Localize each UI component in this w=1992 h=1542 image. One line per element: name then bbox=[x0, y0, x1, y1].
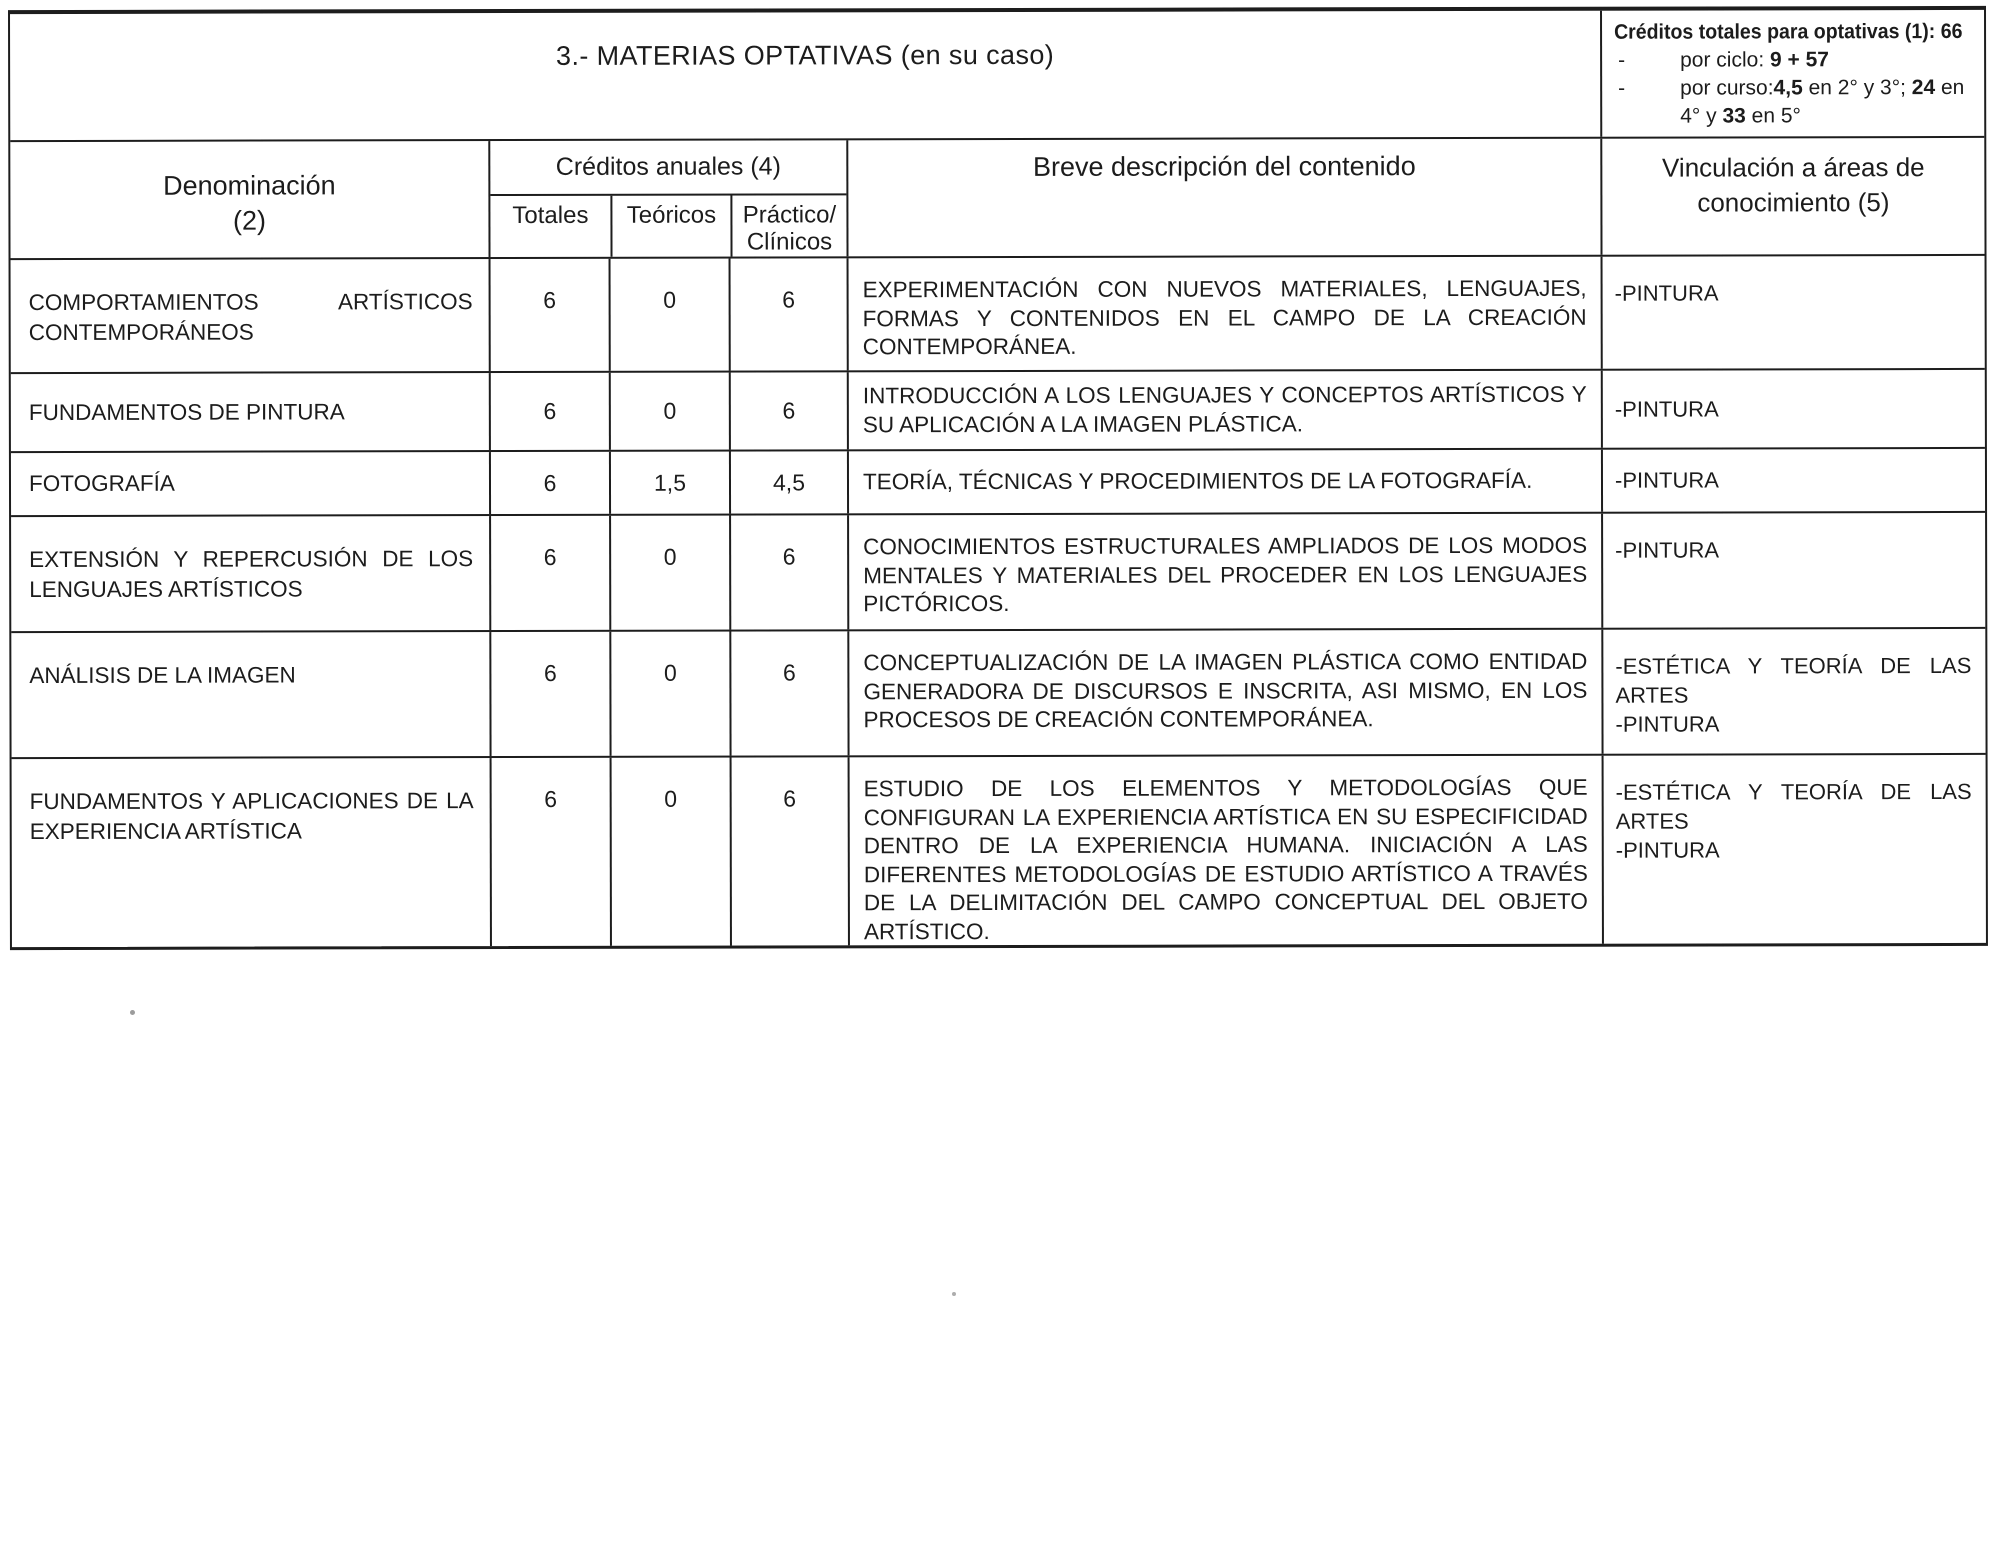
denominacion-label: Denominación bbox=[163, 170, 336, 201]
col-header-vinculacion: Vinculación a áreas de conocimiento (5) bbox=[1600, 138, 1984, 255]
denominacion-cell: FUNDAMENTOS DE PINTURA bbox=[28, 399, 345, 425]
table-row bbox=[11, 368, 1985, 451]
practico-cell: 6 bbox=[729, 372, 847, 449]
vinculacion-cell: -ESTÉTICA Y TEORÍA DE LAS ARTES -PINTURA bbox=[1601, 629, 1985, 754]
header-row bbox=[10, 136, 1984, 258]
credits-per-course-text bbox=[1680, 74, 1976, 130]
per-course-value-1: 4,5 bbox=[1773, 76, 1803, 100]
optional-subjects-table bbox=[8, 6, 1988, 950]
bullet-dash: - bbox=[1618, 48, 1626, 72]
teoricos-cell: 0 bbox=[609, 259, 729, 371]
denominacion-cell: FUNDAMENTOS Y APLICACIONES DE LA EXPERIENCIA ARTÍSTICA bbox=[29, 788, 474, 844]
denominacion-cell: EXTENSIÓN Y REPERCUSIÓN DE LOS LENGUAJES ARTÍSTICOS bbox=[29, 546, 474, 602]
totales-cell: 6 bbox=[489, 259, 609, 371]
col-header-descripcion: Breve descripción del contenido bbox=[846, 139, 1600, 257]
table-row bbox=[11, 447, 1985, 515]
col-header-totales: Totales bbox=[512, 202, 589, 230]
table-row bbox=[11, 627, 1985, 757]
bullet-dash: - bbox=[1618, 76, 1626, 100]
scan-speck bbox=[130, 1010, 135, 1015]
descripcion-cell: CONCEPTUALIZACIÓN DE LA IMAGEN PLÁSTICA COMO ENTIDAD GENERADORA DE DISCURSOS E INSCRITA, ASI MISMO, EN LOS PROCESOS DE CREACIÓN CONTEMPORÁNEA. bbox=[847, 630, 1601, 756]
totales-cell: 6 bbox=[489, 516, 609, 630]
title-row bbox=[10, 10, 1984, 140]
teoricos-cell: 0 bbox=[609, 373, 729, 450]
totales-cell: 6 bbox=[489, 373, 609, 450]
col-header-denominacion bbox=[10, 141, 488, 258]
descripcion-cell: INTRODUCCIÓN A LOS LENGUAJES Y CONCEPTOS ARTÍSTICOS Y SU APLICACIÓN A LA IMAGEN PLÁSTICA. bbox=[847, 371, 1601, 450]
vinculacion-cell: -PINTURA bbox=[1601, 370, 1985, 448]
credits-summary-box bbox=[1600, 10, 1984, 137]
per-course-tail: en 5° bbox=[1745, 104, 1801, 128]
section-title-cell bbox=[10, 11, 1600, 140]
scan-speck bbox=[952, 1292, 956, 1296]
descripcion-cell: ESTUDIO DE LOS ELEMENTOS Y METODOLOGÍAS QUE CONFIGURAN LA EXPERIENCIA ARTÍSTICA EN SU ESPECIFICIDAD DENTRO DE LA EXPERIENCIA HUMANA. INICIACIÓN A LAS DIFERENTES METODOLOGÍAS DE ESTUDIO ARTÍSTICO A TRAVÉS DE LA DELIMITACIÓN DEL CAMPO CONCEPTUAL DEL OBJETO ARTÍSTICO. bbox=[848, 756, 1602, 946]
totales-cell: 6 bbox=[490, 758, 610, 946]
vinculacion-cell: -ESTÉTICA Y TEORÍA DE LAS ARTES -PINTURA bbox=[1602, 755, 1986, 944]
col-header-creditos-anuales: Créditos anuales (4) bbox=[490, 140, 846, 196]
teoricos-cell: 0 bbox=[609, 516, 729, 630]
per-cycle-label: por ciclo: bbox=[1680, 48, 1771, 72]
totales-cell: 6 bbox=[489, 452, 609, 514]
denominacion-number: (2) bbox=[232, 205, 266, 236]
credits-per-cycle-text bbox=[1680, 46, 1976, 75]
credits-subheaders bbox=[490, 196, 846, 257]
per-course-value-2: 24 bbox=[1911, 75, 1936, 99]
practico-cell: 6 bbox=[729, 631, 847, 755]
page-title: 3.- MATERIAS OPTATIVAS (en su caso) bbox=[556, 39, 1055, 71]
credits-per-course-item bbox=[1614, 74, 1976, 131]
col-header-practico-clinicos: Práctico/ Clínicos bbox=[730, 196, 846, 257]
credits-per-cycle-item bbox=[1614, 46, 1976, 75]
vinculacion-cell: -PINTURA bbox=[1601, 513, 1985, 628]
teoricos-cell: 1,5 bbox=[609, 452, 729, 514]
table-row bbox=[11, 511, 1985, 631]
practico-cell: 6 bbox=[729, 258, 847, 370]
descripcion-cell: EXPERIMENTACIÓN CON NUEVOS MATERIALES, LENGUAJES, FORMAS Y CONTENIDOS EN EL CAMPO DE LA CREACIÓN CONTEMPORÁNEA. bbox=[847, 257, 1601, 371]
descripcion-cell: CONOCIMIENTOS ESTRUCTURALES AMPLIADOS DE LOS MODOS MENTALES Y MATERIALES DEL PROCEDER EN LOS LENGUAJES PICTÓRICOS. bbox=[847, 514, 1601, 630]
denominacion-cell: ANÁLISIS DE LA IMAGEN bbox=[29, 662, 296, 689]
totales-cell: 6 bbox=[489, 632, 609, 756]
denominacion-cell: FOTOGRAFÍA bbox=[28, 470, 175, 497]
teoricos-cell: 0 bbox=[610, 758, 730, 946]
denominacion-cell: COMPORTAMIENTOS ARTÍSTICOS CONTEMPORÁNEOS bbox=[28, 289, 473, 345]
per-course-label: por curso: bbox=[1680, 76, 1774, 100]
per-course-mid-2: en 4° y bbox=[1680, 75, 1965, 128]
table-row bbox=[11, 254, 1985, 372]
col-header-teoricos: Teóricos bbox=[610, 196, 730, 257]
per-course-mid-1: en 2° y 3°; bbox=[1802, 75, 1912, 100]
practico-cell: 6 bbox=[730, 757, 848, 945]
practico-cell: 4,5 bbox=[729, 451, 847, 513]
descripcion-cell: TEORÍA, TÉCNICAS Y PROCEDIMIENTOS DE LA FOTOGRAFÍA. bbox=[847, 450, 1601, 514]
vinculacion-cell: -PINTURA bbox=[1601, 449, 1985, 512]
per-course-value-3: 33 bbox=[1722, 104, 1746, 128]
col-header-creditos-group bbox=[488, 140, 846, 257]
table-row bbox=[12, 753, 1986, 947]
credits-summary-heading: Créditos totales para optativas (1): 66 bbox=[1614, 19, 1963, 44]
teoricos-cell: 0 bbox=[609, 632, 729, 756]
practico-cell: 6 bbox=[729, 515, 847, 629]
vinculacion-cell: -PINTURA bbox=[1601, 256, 1985, 369]
per-cycle-value: 9 + 57 bbox=[1769, 48, 1829, 72]
